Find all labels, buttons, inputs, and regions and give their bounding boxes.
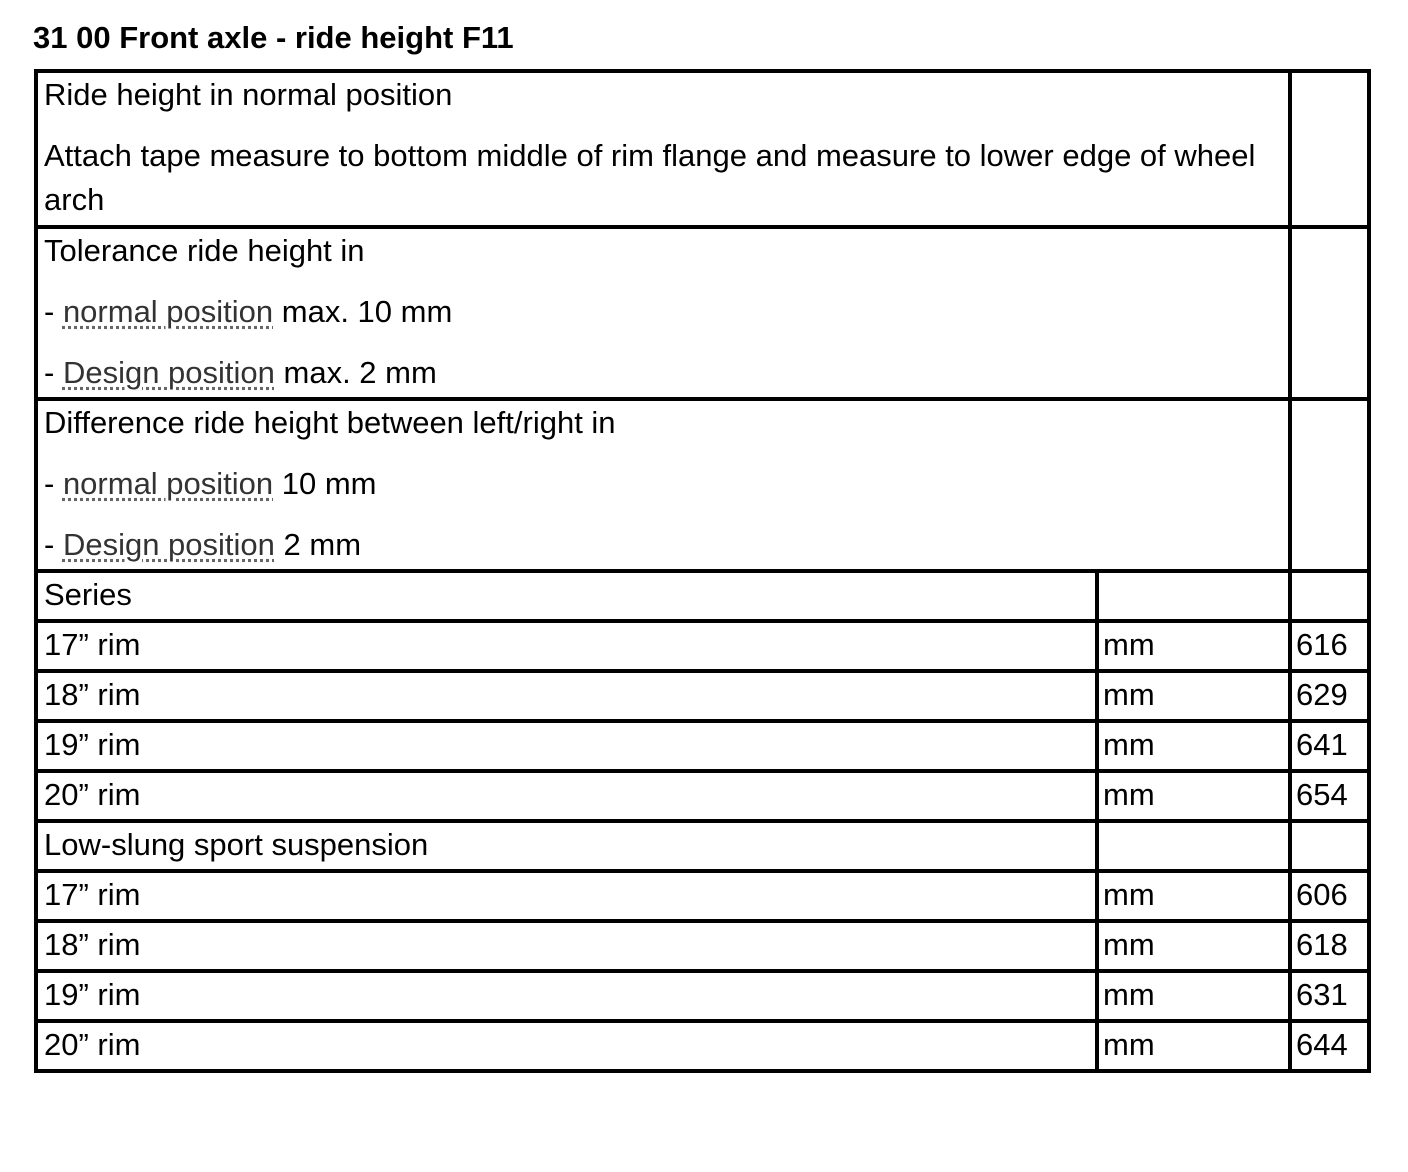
table-row bbox=[36, 871, 1369, 921]
ride-height-value: 618 bbox=[1290, 921, 1369, 971]
empty-cell bbox=[1290, 71, 1369, 227]
empty-cell bbox=[1290, 399, 1369, 571]
ride-height-value: 631 bbox=[1290, 971, 1369, 1021]
rim-size: 17” rim bbox=[36, 621, 1097, 671]
rim-size: 20” rim bbox=[36, 1021, 1097, 1071]
table-row bbox=[36, 721, 1369, 771]
difference-row bbox=[36, 399, 1369, 571]
difference-heading: Difference ride height between left/right in bbox=[44, 405, 616, 440]
table-row bbox=[36, 921, 1369, 971]
table-row bbox=[36, 971, 1369, 1021]
empty-cell bbox=[1290, 571, 1369, 621]
unit: mm bbox=[1097, 921, 1290, 971]
sport-header-row bbox=[36, 821, 1369, 871]
empty-cell bbox=[1097, 571, 1290, 621]
ride-height-value: 654 bbox=[1290, 771, 1369, 821]
empty-cell bbox=[1290, 821, 1369, 871]
unit: mm bbox=[1097, 1021, 1290, 1071]
design-position-link[interactable]: Design position bbox=[62, 527, 275, 562]
series-label: Series bbox=[36, 571, 1097, 621]
empty-cell bbox=[1290, 227, 1369, 399]
normal-position-instruction: Attach tape measure to bottom middle of rim flange and measure to lower edge of wheel arch bbox=[44, 138, 1256, 217]
table-row bbox=[36, 1021, 1369, 1071]
difference-cell bbox=[36, 399, 1290, 571]
tolerance-line: - Design position max. 2 mm bbox=[44, 355, 437, 390]
table-row bbox=[36, 621, 1369, 671]
ride-height-table bbox=[34, 69, 1371, 1073]
unit: mm bbox=[1097, 971, 1290, 1021]
difference-line: - Design position 2 mm bbox=[44, 527, 362, 562]
sport-suspension-label: Low-slung sport suspension bbox=[36, 821, 1097, 871]
normal-position-cell bbox=[36, 71, 1290, 227]
unit: mm bbox=[1097, 871, 1290, 921]
rim-size: 17” rim bbox=[36, 871, 1097, 921]
series-header-row bbox=[36, 571, 1369, 621]
ride-height-value: 606 bbox=[1290, 871, 1369, 921]
normal-position-row bbox=[36, 71, 1369, 227]
rim-size: 19” rim bbox=[36, 721, 1097, 771]
unit: mm bbox=[1097, 621, 1290, 671]
design-position-link[interactable]: Design position bbox=[62, 355, 275, 390]
tolerance-heading: Tolerance ride height in bbox=[44, 233, 365, 268]
tolerance-line: - normal position max. 10 mm bbox=[44, 294, 453, 329]
normal-position-link[interactable]: normal position bbox=[62, 466, 274, 501]
rim-size: 19” rim bbox=[36, 971, 1097, 1021]
rim-size: 18” rim bbox=[36, 921, 1097, 971]
ride-height-value: 644 bbox=[1290, 1021, 1369, 1071]
ride-height-value: 629 bbox=[1290, 671, 1369, 721]
ride-height-value: 641 bbox=[1290, 721, 1369, 771]
unit: mm bbox=[1097, 671, 1290, 721]
unit: mm bbox=[1097, 721, 1290, 771]
unit: mm bbox=[1097, 771, 1290, 821]
rim-size: 20” rim bbox=[36, 771, 1097, 821]
ride-height-value: 616 bbox=[1290, 621, 1369, 671]
page-title: 31 00 Front axle - ride height F11 bbox=[33, 20, 514, 55]
normal-position-heading: Ride height in normal position bbox=[44, 77, 453, 112]
rim-size: 18” rim bbox=[36, 671, 1097, 721]
tolerance-cell bbox=[36, 227, 1290, 399]
table-row bbox=[36, 771, 1369, 821]
difference-line: - normal position 10 mm bbox=[44, 466, 377, 501]
table-row bbox=[36, 671, 1369, 721]
tolerance-row bbox=[36, 227, 1369, 399]
normal-position-link[interactable]: normal position bbox=[62, 294, 274, 329]
empty-cell bbox=[1097, 821, 1290, 871]
